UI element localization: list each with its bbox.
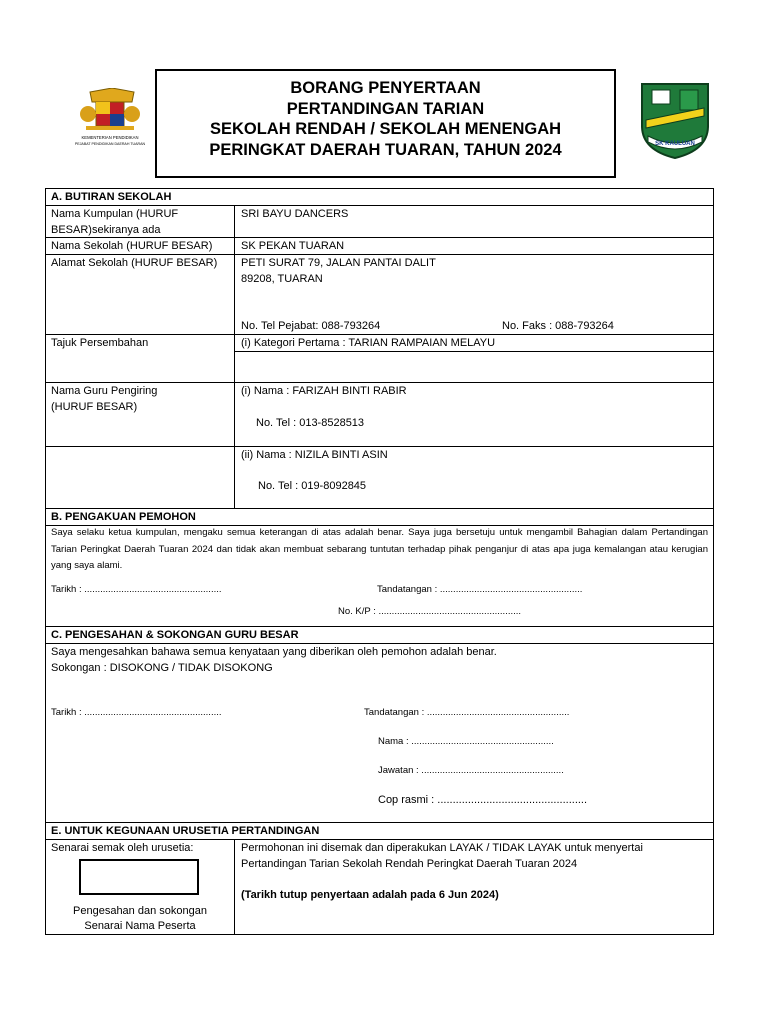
ministry-crest-logo: [70, 88, 150, 152]
senarai-semak-label: Senarai semak oleh urusetia:: [51, 842, 194, 854]
section-c-line-1: Saya mengesahkan bahawa semua kenyataan yang diberikan oleh pemohon adalah benar.: [51, 646, 497, 658]
school-badge-logo: [636, 80, 714, 160]
section-a-heading: A. BUTIRAN SEKOLAH: [51, 191, 172, 203]
section-c-tandatangan[interactable]: Tandatangan : ......................................................: [364, 707, 570, 718]
section-b-no-kp[interactable]: No. K/P : ......................................................: [338, 606, 522, 617]
title-line-1: BORANG PENYERTAAN: [290, 79, 481, 97]
guru1-tel[interactable]: No. Tel : 013-8528513: [256, 417, 365, 429]
guru1-name[interactable]: (i) Nama : FARIZAH BINTI RABIR: [241, 385, 407, 397]
guru-label-1: Nama Guru Pengiring: [51, 385, 158, 397]
sekolah-value[interactable]: SK PEKAN TUARAN: [241, 240, 345, 252]
crest-caption-2: PEJABAT PENDIDIKAN DAERAH TUARAN: [74, 142, 146, 146]
title-line-4: PERINGKAT DAERAH TUARAN, TAHUN 2024: [209, 140, 562, 159]
section-b-paragraph: Saya selaku ketua kumpulan, mengaku semua keterangan di atas adalah benar. Saya juga bersetuju untuk mengambil Bahagian dalam Pertandingan Tarian Peringkat Daerah Tuaran 2024 dan tidak akan membuat sebarang tuntutan terhadap pihak penganjur di atas apa juga kemalangan atau kerugian yang saya alami.: [51, 527, 708, 571]
permohonan-line-1: Permohonan ini disemak dan diperakukan LAYAK / TIDAK LAYAK untuk menyertai: [241, 842, 643, 854]
kumpulan-value[interactable]: SRI BAYU DANCERS: [241, 208, 349, 220]
registration-form: [45, 188, 714, 935]
section-b-tarikh[interactable]: Tarikh : ....................................................: [51, 584, 222, 595]
sekolah-label: Nama Sekolah (HURUF BESAR): [51, 240, 213, 252]
alamat-label: Alamat Sekolah (HURUF BESAR): [51, 257, 218, 269]
section-b-heading: B. PENGAKUAN PEMOHON: [51, 511, 196, 523]
section-c-nama[interactable]: Nama : ......................................................: [378, 736, 554, 747]
title-line-2: PERTANDINGAN TARIAN: [286, 99, 485, 118]
section-c-tarikh[interactable]: Tarikh : ....................................................: [51, 707, 222, 718]
section-c-jawatan[interactable]: Jawatan : ......................................................: [378, 765, 564, 776]
crest-caption-1: KEMENTERIAN PENDIDIKAN: [81, 135, 139, 140]
no-faks[interactable]: No. Faks : 088-793264: [502, 320, 614, 332]
title-line-3: SEKOLAH RENDAH / SEKOLAH MENENGAH: [209, 120, 562, 138]
kumpulan-label-1: Nama Kumpulan (HURUF: [51, 208, 179, 220]
tel-pejabat[interactable]: No. Tel Pejabat: 088-793264: [241, 320, 381, 332]
guru2-tel[interactable]: No. Tel : 019-8092845: [258, 480, 367, 492]
section-b-tandatangan[interactable]: Tandatangan : ......................................................: [377, 584, 583, 595]
alamat-line-2[interactable]: 89208, TUARAN: [241, 273, 323, 285]
guru-label-2: (HURUF BESAR): [51, 401, 138, 413]
badge-caption: SK KAULUAN: [655, 141, 695, 147]
section-c-cop-rasmi[interactable]: Cop rasmi : .................................................: [378, 794, 588, 806]
guru2-name[interactable]: (ii) Nama : NIZILA BINTI ASIN: [241, 449, 388, 461]
pengesahan-text-1: Pengesahan dan sokongan: [73, 905, 207, 917]
tajuk-value[interactable]: (i) Kategori Pertama : TARIAN RAMPAIAN MELAYU: [241, 337, 496, 349]
alamat-line-1[interactable]: PETI SURAT 79, JALAN PANTAI DALIT: [241, 257, 436, 269]
section-e-heading: E. UNTUK KEGUNAAN URUSETIA PERTANDINGAN: [51, 825, 320, 837]
tarikh-tutup-note: (Tarikh tutup penyertaan adalah pada 6 Jun 2024): [241, 889, 499, 901]
senarai-semak-checkbox[interactable]: [79, 859, 199, 895]
permohonan-line-2: Pertandingan Tarian Sekolah Rendah Peringkat Daerah Tuaran 2024: [241, 858, 578, 870]
pengesahan-line-2: [46, 918, 234, 934]
kumpulan-label-2: BESAR)sekiranya ada: [51, 224, 161, 236]
pengesahan-line-1: [46, 903, 234, 919]
pengesahan-text-2: Senarai Nama Peserta: [84, 920, 196, 932]
section-c-heading: C. PENGESAHAN & SOKONGAN GURU BESAR: [51, 629, 299, 641]
form-title-box: [155, 69, 616, 178]
tajuk-label: Tajuk Persembahan: [51, 337, 149, 349]
section-c-line-2[interactable]: Sokongan : DISOKONG / TIDAK DISOKONG: [51, 662, 273, 674]
